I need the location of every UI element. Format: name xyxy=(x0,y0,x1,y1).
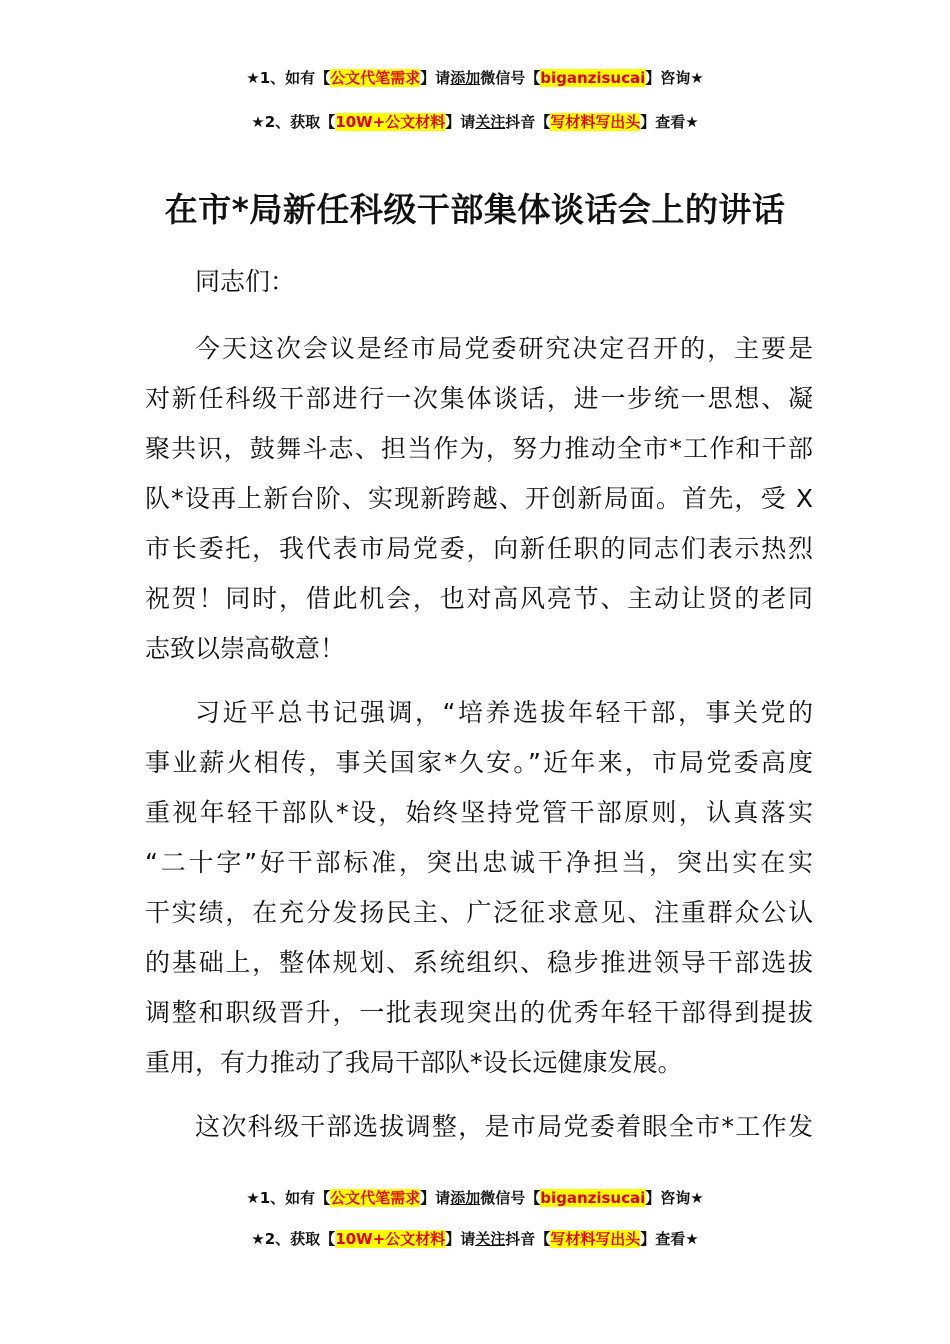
banner-text: ★1、如有【 xyxy=(246,69,331,87)
banner-text: 微信号【 xyxy=(480,1189,541,1207)
paragraph-line: 重用，有力推动了我局干部队*设长远健康发展。 xyxy=(145,1048,683,1077)
banner-text: 】请 xyxy=(445,113,476,131)
banner-text: 】咨询★ xyxy=(645,1189,704,1207)
paragraph-line: 市长委托，我代表市局党委，向新任职的同志们表示热烈 xyxy=(145,534,813,563)
paragraph-line: 祝贺！同时，借此机会，也对高风亮节、主动让贤的老同 xyxy=(145,584,813,613)
paragraph-line: 的基础上，整体规划、系统组织、稳步推进领导干部选拔 xyxy=(145,948,813,977)
banner-highlight: 10W+公文材料 xyxy=(335,113,446,131)
paragraph-line: 调整和职级晋升，一批表现突出的优秀年轻干部得到提拔 xyxy=(145,998,813,1027)
banner-highlight: 10W+公文材料 xyxy=(335,1230,446,1248)
banner-text: ★2、获取【 xyxy=(251,1230,336,1248)
banner-text: 】查看★ xyxy=(640,113,699,131)
banner-underlined-text: 关注 xyxy=(475,1230,506,1248)
banner-text: 】咨询★ xyxy=(645,69,704,87)
banner-text: 】请 xyxy=(420,1189,451,1207)
banner-text: 】请 xyxy=(420,69,451,87)
bottom-banner-line-2 xyxy=(0,1229,950,1249)
banner-highlight: 公文代笔需求 xyxy=(330,1189,421,1207)
banner-highlight: 写材料写出头 xyxy=(550,1230,641,1248)
salutation: 同志们： xyxy=(195,267,296,296)
banner-highlight: 公文代笔需求 xyxy=(330,69,421,87)
banner-text: 】查看★ xyxy=(640,1230,699,1248)
banner-highlight: biganzisucai xyxy=(540,69,646,87)
banner-text: 抖音【 xyxy=(505,113,551,131)
banner-text: 抖音【 xyxy=(505,1230,551,1248)
paragraph-line: 今天这次会议是经市局党委研究决定召开的，主要是 xyxy=(195,334,813,363)
top-banner-line-1 xyxy=(0,68,950,88)
banner-highlight: 写材料写出头 xyxy=(550,113,641,131)
banner-text: 】请 xyxy=(445,1230,476,1248)
paragraph-line: 重视年轻干部队*设，始终坚持党管干部原则，认真落实 xyxy=(145,798,813,827)
banner-text: ★1、如有【 xyxy=(246,1189,331,1207)
paragraph-2 xyxy=(145,688,813,1088)
banner-highlight: biganzisucai xyxy=(540,1189,646,1207)
paragraph-line: 志致以崇高敬意！ xyxy=(145,634,346,663)
top-banner-line-2 xyxy=(0,112,950,132)
paragraph-line: 队*设再上新台阶、实现新跨越、开创新局面。首先，受 X xyxy=(145,484,813,513)
paragraph-line: 习近平总书记强调，“培养选拔年轻干部，事关党的 xyxy=(195,698,813,727)
banner-underlined-text: 关注 xyxy=(475,113,506,131)
paragraph-line: 干实绩，在充分发扬民主、广泛征求意见、注重群众公认 xyxy=(145,898,813,927)
banner-underlined-text: 添加 xyxy=(450,69,481,87)
banner-text: ★2、获取【 xyxy=(251,113,336,131)
paragraph-3 xyxy=(145,1102,813,1152)
paragraph-line: 聚共识，鼓舞斗志、担当作为，努力推动全市*工作和干部 xyxy=(145,434,813,463)
banner-underlined-text: 添加 xyxy=(450,1189,481,1207)
paragraph-line: 事业薪火相传，事关国家*久安。”近年来，市局党委高度 xyxy=(145,748,813,777)
bottom-banner-line-1 xyxy=(0,1188,950,1208)
document-title: 在市*局新任科级干部集体谈话会上的讲话 xyxy=(164,190,786,229)
paragraph-line: 这次科级干部选拔调整，是市局党委着眼全市*工作发 xyxy=(195,1112,813,1141)
paragraph-1 xyxy=(145,324,813,674)
banner-text: 微信号【 xyxy=(480,69,541,87)
paragraph-line: 对新任科级干部进行一次集体谈话，进一步统一思想、凝 xyxy=(145,384,813,413)
paragraph-line: “二十字”好干部标准，突出忠诚干净担当，突出实在实 xyxy=(145,848,813,877)
